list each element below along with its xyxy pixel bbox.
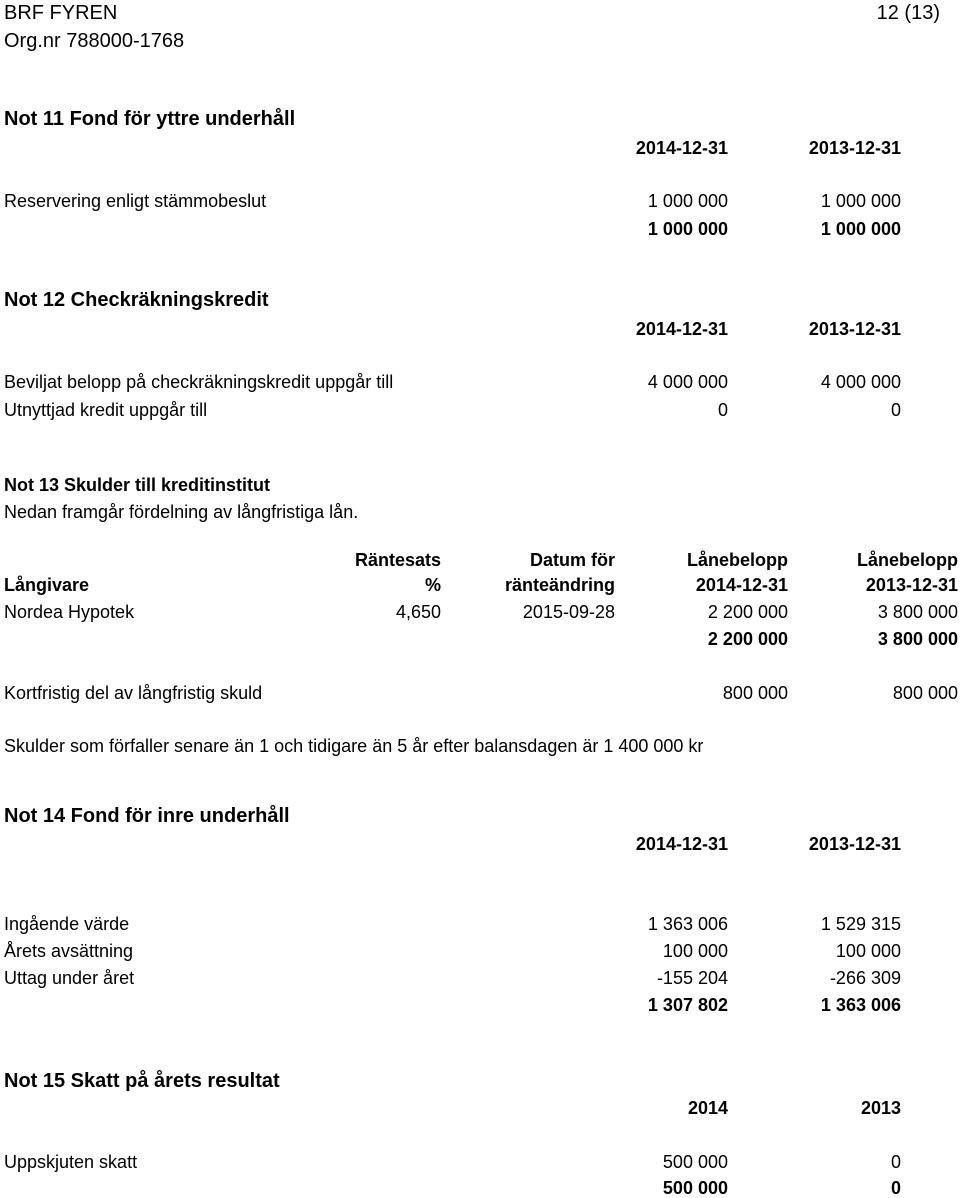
note15-col1-header: 2014 [687,1098,728,1118]
note14-title: Not 14 Fond för inre underhåll [4,805,290,827]
note13-row-lender: Nordea Hypotek [4,602,135,622]
note14-row1-v1: 1 363 006 [647,914,728,934]
note14-total-v2: 1 363 006 [820,995,901,1015]
note15-title: Not 15 Skatt på årets resultat [4,1070,280,1092]
note13-lender-header: Långivare [4,575,90,595]
note13-amt1-header-bottom: 2014-12-31 [695,575,788,595]
note15-row-label: Uppskjuten skatt [4,1152,138,1172]
note15-total-v1: 500 000 [662,1178,728,1198]
note13-subtitle: Nedan framgår fördelning av långfristiga lån. [4,502,359,522]
note13-total-amt2: 3 800 000 [877,629,958,649]
note11-row-v2: 1 000 000 [820,191,901,211]
note13-maturity-note: Skulder som förfaller senare än 1 och tidigare än 5 år efter balansdagen är 1 400 000 kr [4,736,704,756]
note12-row1-v2: 4 000 000 [820,372,901,392]
note13-total-amt1: 2 200 000 [707,629,788,649]
note14-row2-v1: 100 000 [662,941,728,961]
note14-row3-label: Uttag under året [4,968,135,988]
note13-row-rate: 4,650 [395,602,441,622]
note11-total-v1: 1 000 000 [647,219,728,239]
note12-row2-v2: 0 [890,400,901,420]
note13-amt2-header-top: Lånebelopp [856,550,958,570]
note13-date-header-top: Datum för [530,550,615,570]
note13-rate-header-top: Räntesats [354,550,441,570]
note12-col1-header: 2014-12-31 [635,319,728,339]
page-number: 12 (13) [876,2,940,24]
company-name: BRF FYREN [4,2,118,24]
note12-row2-v1: 0 [717,400,728,420]
note13-short-term-label: Kortfristig del av långfristig skuld [4,683,263,703]
note13-row-amt1: 2 200 000 [707,602,788,622]
note14-total-v1: 1 307 802 [647,995,728,1015]
note12-row1-label: Beviljat belopp på checkräkningskredit uppgår till [4,372,394,392]
note14-row2-v2: 100 000 [835,941,901,961]
note13-short-term-amt2: 800 000 [892,683,958,703]
note12-title: Not 12 Checkräkningskredit [4,289,269,311]
note13-amt2-header-bottom: 2013-12-31 [865,575,958,595]
note13-amt1-header-top: Lånebelopp [686,550,788,570]
note11-col2-header: 2013-12-31 [808,138,901,158]
note15-col2-header: 2013 [860,1098,901,1118]
note12-col2-header: 2013-12-31 [808,319,901,339]
note13-short-term-amt1: 800 000 [722,683,788,703]
note11-title: Not 11 Fond för yttre underhåll [4,108,296,130]
note12-row2-label: Utnyttjad kredit uppgår till [4,400,208,420]
note12-row1-v1: 4 000 000 [647,372,728,392]
note14-col2-header: 2013-12-31 [808,834,901,854]
note11-total-v2: 1 000 000 [820,219,901,239]
note14-row1-label: Ingående värde [4,914,130,934]
note14-col1-header: 2014-12-31 [635,834,728,854]
note13-row-date: 2015-09-28 [522,602,615,622]
note13-title: Not 13 Skulder till kreditinstitut [4,475,271,495]
note14-row3-v1: -155 204 [656,968,728,988]
note13-rate-header-bottom: % [424,575,441,595]
note15-total-v2: 0 [890,1178,901,1198]
org-number: Org.nr 788000-1768 [4,30,185,52]
note14-row3-v2: -266 309 [829,968,901,988]
note11-row-v1: 1 000 000 [647,191,728,211]
note13-row-amt2: 3 800 000 [877,602,958,622]
note15-row-v2: 0 [890,1152,901,1172]
note11-row-label: Reservering enligt stämmobeslut [4,191,267,211]
note11-col1-header: 2014-12-31 [635,138,728,158]
note15-row-v1: 500 000 [662,1152,728,1172]
note13-date-header-bottom: ränteändring [504,575,615,595]
note14-row1-v2: 1 529 315 [820,914,901,934]
note14-row2-label: Årets avsättning [4,941,134,961]
